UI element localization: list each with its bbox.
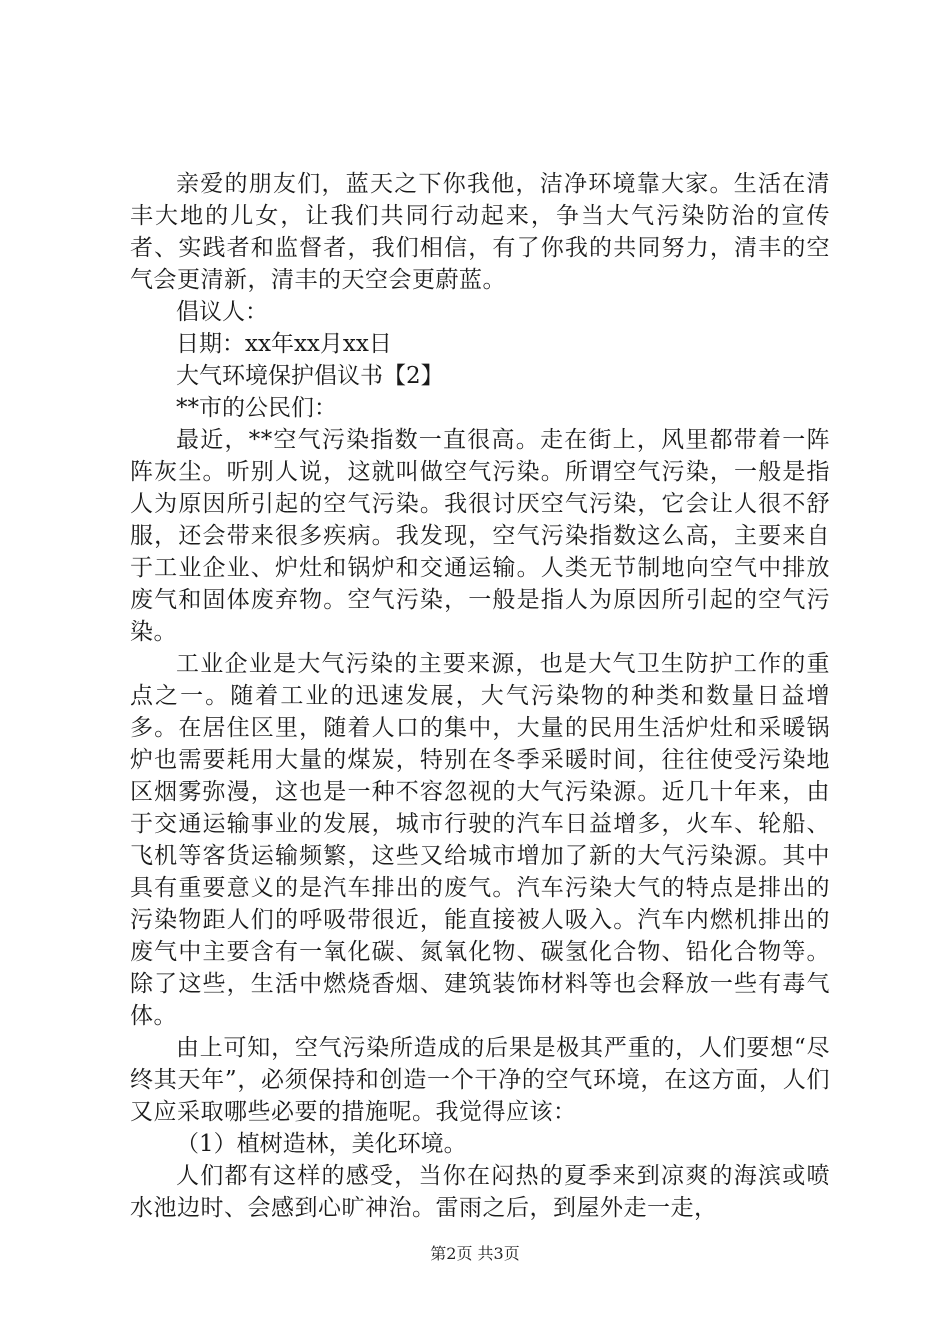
- measure-item-1: （1）植树造林，美化环境。: [176, 1131, 467, 1157]
- date-line: 日期：xx年xx月xx日: [176, 331, 392, 357]
- document-body: [130, 168, 830, 1224]
- paragraph-pollution-index: 最近，**空气污染指数一直很高。走在街上，风里都带着一阵阵灰尘。听别人说，这就叫做空气污染。所谓空气污染，一般是指人为原因所引起的空气污染。我很讨厌空气污染，它会让人很不舒服，还会带来很多疾病。我发现，空气污染指数这么高，主要来自于工业企业、炉灶和锅炉和交通运输。人类无节制地向空气中排放废气和固体废弃物。空气污染，一般是指人为原因所引起的空气污染。: [130, 427, 830, 645]
- paragraph-closing-appeal: 亲爱的朋友们，蓝天之下你我他，洁净环境靠大家。生活在清丰大地的儿女，让我们共同行动起来，争当大气污染防治的宣传者、实践者和监督者，我们相信，有了你我的共同努力，清丰的空气会更清新，清丰的天空会更蔚蓝。: [130, 171, 830, 293]
- section-title: 大气环境保护倡议书【2】: [176, 363, 444, 389]
- paragraph-pollution-sources: 工业企业是大气污染的主要来源，也是大气卫生防护工作的重点之一。随着工业的迅速发展，大气污染物的种类和数量日益增多。在居住区里，随着人口的集中，大量的民用生活炉灶和采暖锅炉也需要耗用大量的煤炭，特别在冬季采暖时间，往往使受污染地区烟雾弥漫，这也是一种不容忽视的大气污染源。近几十年来，由于交通运输事业的发展，城市行驶的汽车日益增多，火车、轮船、飞机等客货运输频繁，这些又给城市增加了新的大气污染源。其中具有重要意义的是汽车排出的废气。汽车污染大气的特点是排出的污染物距人们的呼吸带很近，能直接被人吸入。汽车内燃机排出的废气中主要含有一氧化碳、氮氧化物、碳氢化合物、铅化合物等。除了这些，生活中燃烧香烟、建筑装饰材料等也会释放一些有毒气体。: [130, 651, 830, 1029]
- initiator-line: 倡议人：: [176, 299, 268, 325]
- paragraph-consequences: 由上可知，空气污染所造成的后果是极其严重的，人们要想“尽终其天年”，必须保持和创造一个干净的空气环境，在这方面，人们又应采取哪些必要的措施呢。我觉得应该：: [130, 1035, 830, 1125]
- paragraph-feeling: 人们都有这样的感受，当你在闷热的夏季来到凉爽的海滨或喷水池边时、会感到心旷神治。雷雨之后，到屋外走一走，: [130, 1163, 830, 1221]
- salutation: **市的公民们：: [176, 395, 337, 421]
- page-footer: 第2页 共3页: [430, 1244, 520, 1263]
